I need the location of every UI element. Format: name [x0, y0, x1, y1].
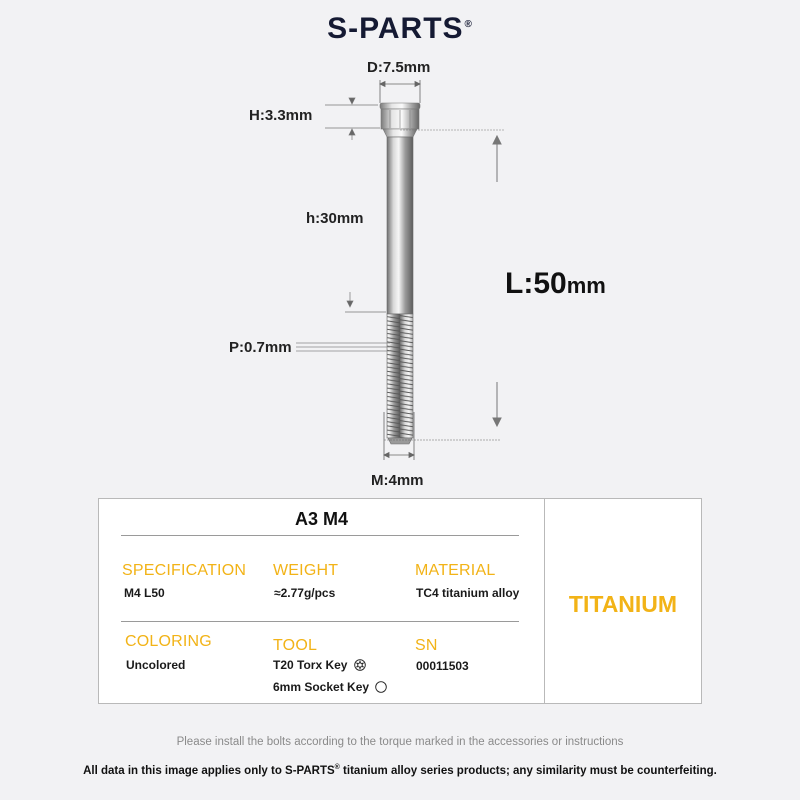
- dimension-h-head-lines: [325, 98, 380, 140]
- bolt-tip: [388, 438, 412, 444]
- length-label: [505, 267, 606, 301]
- tool-value-socket: [273, 680, 387, 694]
- tool-value-torx: [273, 658, 366, 672]
- model-title: A3 M4: [294, 509, 348, 529]
- thread-symbol: M: [371, 472, 384, 489]
- shank-length-label: h:30mm: [306, 210, 364, 227]
- brand-name: S-PARTS: [327, 12, 464, 45]
- bolt-thread: [387, 314, 413, 438]
- sn-value: 00011503: [416, 659, 469, 673]
- pitch-symbol: P: [229, 339, 240, 356]
- material-value: TC4 titanium alloy: [416, 586, 520, 600]
- weight-label: WEIGHT: [273, 562, 339, 579]
- card-divider-top: [121, 535, 519, 536]
- socket-icon: [375, 681, 387, 693]
- disclaimer-post: titanium alloy series products; any similarity must be counterfeiting.: [339, 764, 717, 777]
- coloring-label: COLORING: [125, 633, 212, 650]
- length-value: :50: [523, 267, 567, 300]
- disclaimer: [0, 764, 800, 777]
- brand-mark: ®: [464, 19, 473, 30]
- dimension-h-shank-lines: [345, 292, 386, 312]
- bolt-head: [380, 103, 420, 137]
- pitch-label: [229, 339, 292, 356]
- tool-socket-text: 6mm Socket Key: [273, 680, 370, 694]
- sn-label: SN: [415, 637, 438, 654]
- bolt-shank: [387, 137, 413, 314]
- spec-card: [98, 498, 702, 704]
- thread-size-label: [371, 472, 424, 489]
- coloring-value: Uncolored: [126, 658, 186, 672]
- installation-note: Please install the bolts according to the torque marked in the accessories or instructions: [176, 736, 624, 748]
- thread-value: :4mm: [383, 472, 424, 489]
- titanium-badge: TITANIUM: [568, 591, 678, 617]
- tool-torx-text: T20 Torx Key: [273, 658, 348, 672]
- pitch-value: :0.7mm: [239, 339, 292, 356]
- weight-value: ≈2.77g/pcs: [274, 586, 336, 600]
- length-unit: mm: [566, 273, 606, 298]
- head-height-label: H:3.3mm: [249, 107, 313, 124]
- torx-icon: [354, 659, 366, 671]
- disclaimer-mark: ®: [334, 764, 340, 771]
- material-label: MATERIAL: [415, 562, 496, 579]
- length-symbol: L: [505, 267, 524, 300]
- dimension-d-lines: [380, 80, 420, 103]
- specification-label: SPECIFICATION: [122, 562, 247, 579]
- disclaimer-pre: All data in this image applies only to S-PARTS: [83, 764, 335, 777]
- specification-value: M4 L50: [124, 586, 165, 600]
- tool-label: TOOL: [273, 637, 318, 654]
- diameter-label: D:7.5mm: [367, 59, 431, 76]
- card-divider-mid: [121, 621, 519, 622]
- dimension-p-lines: [296, 343, 390, 351]
- dimension-l-arrows: [400, 130, 505, 426]
